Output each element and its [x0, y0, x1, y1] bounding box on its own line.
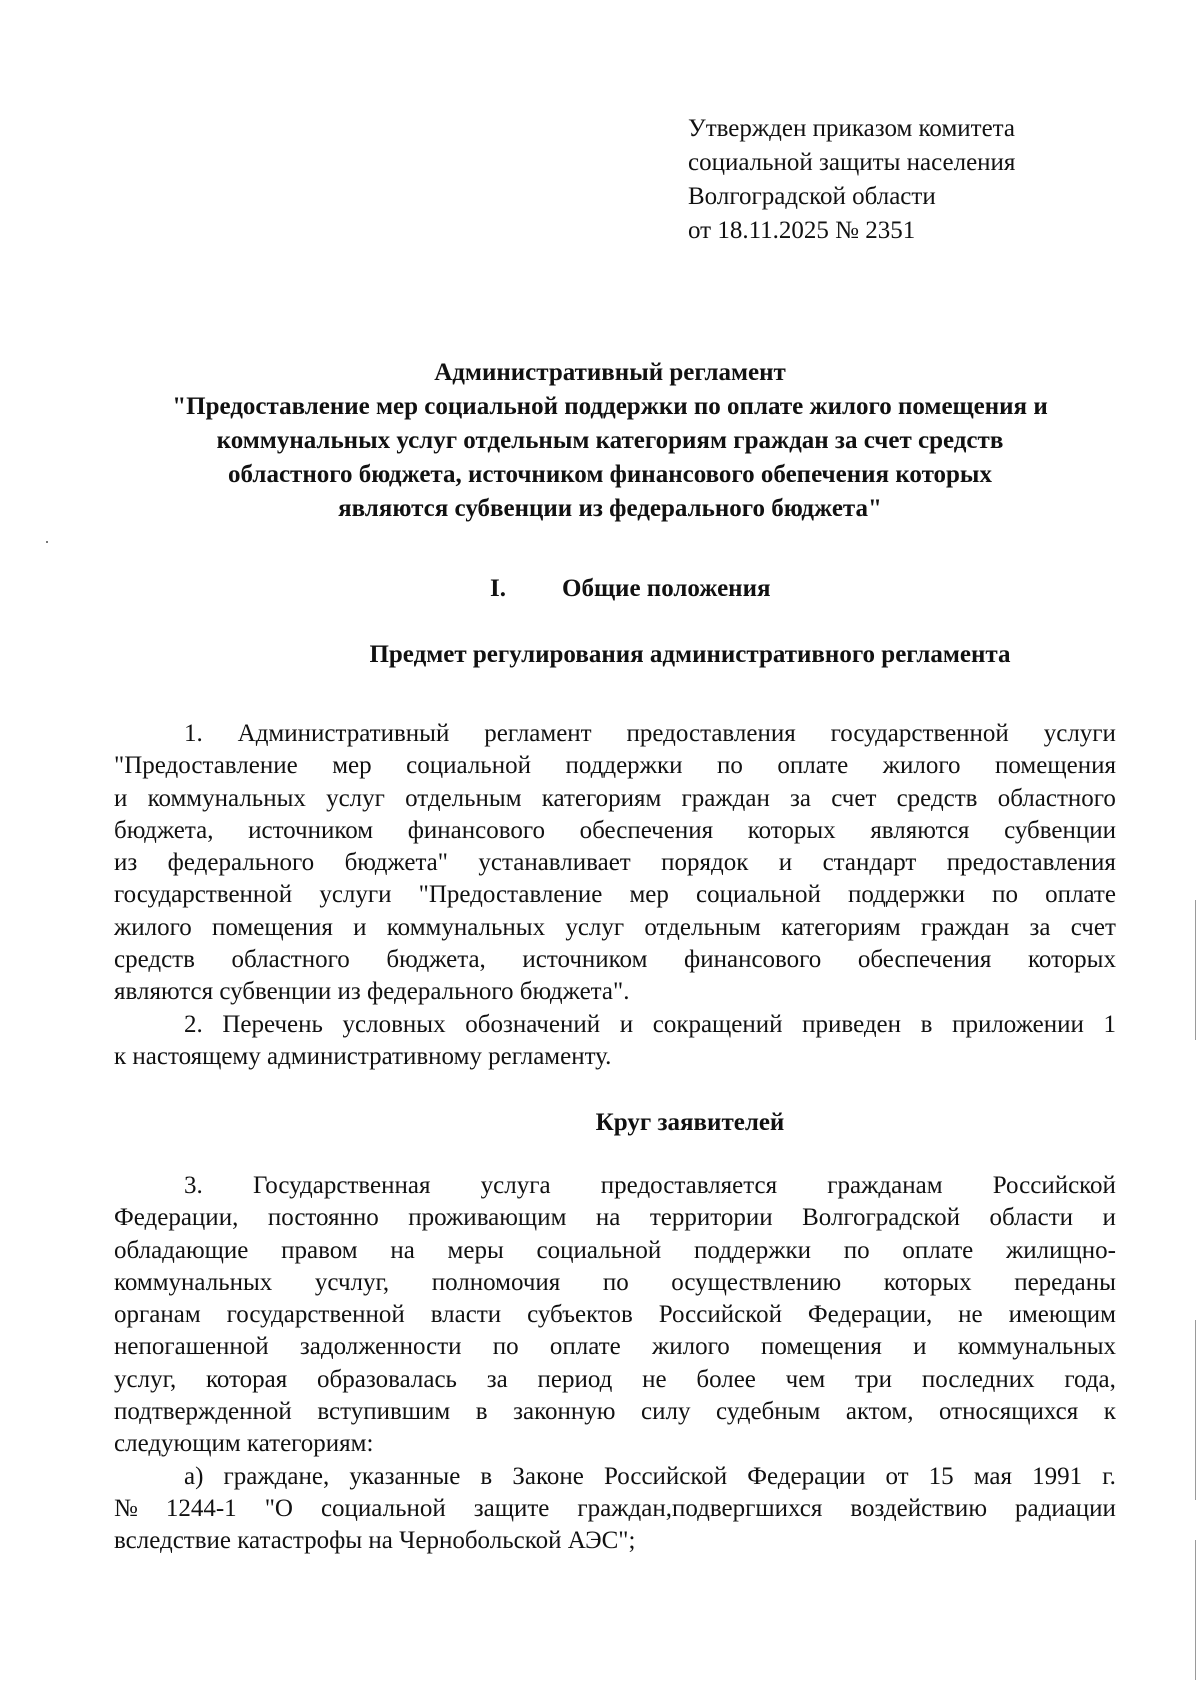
paragraph-line: из федерального бюджета" устанавливает порядок и стандарт предоставления — [114, 849, 1116, 877]
paragraph-line: услуг, которая образовалась за период не более чем три последних года, — [114, 1365, 1116, 1393]
paragraph-line: следующим категориям: — [114, 1430, 374, 1458]
paragraph-line: "Предоставление мер социальной поддержки по оплате жилого помещения — [114, 752, 1116, 780]
title-line: коммунальных услуг отдельным категориям граждан за счет средств — [216, 427, 1004, 454]
paragraph-line: 2. Перечень условных обозначений и сокращений приведен в приложении 1 — [184, 1010, 1116, 1038]
paragraph-line: коммунальных усчлуг, полномочия по осуществлению которых переданы — [114, 1268, 1116, 1296]
scan-edge-mark — [1195, 1320, 1196, 1500]
section-number: I. — [490, 575, 506, 602]
scan-edge-mark — [1195, 1540, 1196, 1680]
paragraph-line: органам государственной власти субъектов Российской Федерации, не имеющим — [114, 1301, 1116, 1329]
paragraph-line: № 1244-1 "О социальной защите граждан,подвергшихся воздействию радиации — [114, 1494, 1116, 1522]
paragraph-line: и коммунальных услуг отдельным категориям граждан за счет средств областного — [114, 784, 1116, 812]
paragraph-line: Федерации, постоянно проживающим на территории Волгоградской области и — [114, 1204, 1116, 1232]
paragraph-line: средств областного бюджета, источником финансового обеспечения которых — [114, 946, 1116, 974]
paragraph-block-1 — [114, 718, 1116, 1073]
paragraph-line: 1. Административный регламент предоставления государственной услуги — [184, 720, 1116, 747]
paragraph-block-2 — [114, 1170, 1116, 1558]
section-title: Общие положения — [562, 575, 771, 602]
scan-edge-mark — [1195, 900, 1196, 1040]
paragraph-line: государственной услуги "Предоставление мер социальной поддержки по оплате — [114, 881, 1116, 909]
paragraph-line: подтвержденной вступившим в законную силу судебным актом, относящихся к — [114, 1398, 1116, 1426]
paragraph-line: бюджета, источником финансового обеспечения которых являются субвенции — [114, 816, 1116, 844]
subheading-subject: Предмет регулирования административного регламента — [369, 641, 1011, 668]
title-line: "Предоставление мер социальной поддержки по оплате жилого помещения и — [172, 393, 1048, 420]
paragraph-line: вследствие катастрофы на Чернобольской АЭС"; — [114, 1527, 636, 1555]
title-line: являются субвенции из федерального бюджета" — [338, 495, 882, 522]
section-heading — [490, 572, 771, 606]
paragraph-line: а) граждане, указанные в Законе Российской Федерации от 15 мая 1991 г. — [184, 1462, 1116, 1490]
approval-line: от 18.11.2025 № 2351 — [688, 217, 916, 244]
scan-speck — [46, 541, 48, 543]
approval-stamp-text — [688, 112, 1015, 248]
paragraph-line: к настоящему административному регламенту. — [114, 1042, 612, 1070]
document-title — [110, 356, 1110, 526]
paragraph-line: обладающие правом на меры социальной поддержки по оплате жилищно- — [114, 1236, 1116, 1264]
approval-line: Утвержден приказом комитета — [688, 115, 1015, 142]
subheading-applicants: Круг заявителей — [595, 1109, 785, 1136]
approval-line: социальной защиты населения — [688, 149, 1016, 176]
paragraph-line: являются субвенции из федерального бюджета". — [114, 978, 630, 1006]
title-line: Административный регламент — [434, 359, 786, 386]
paragraph-line: жилого помещения и коммунальных услуг отдельным категориям граждан за счет — [114, 913, 1116, 941]
paragraph-line: 3. Государственная услуга предоставляется гражданам Российской — [184, 1172, 1116, 1199]
paragraph-line: непогашенной задолженности по оплате жилого помещения и коммунальных — [114, 1333, 1116, 1361]
title-line: областного бюджета, источником финансового обепечения которых — [228, 461, 992, 488]
approval-line: Волгоградской области — [688, 183, 936, 210]
